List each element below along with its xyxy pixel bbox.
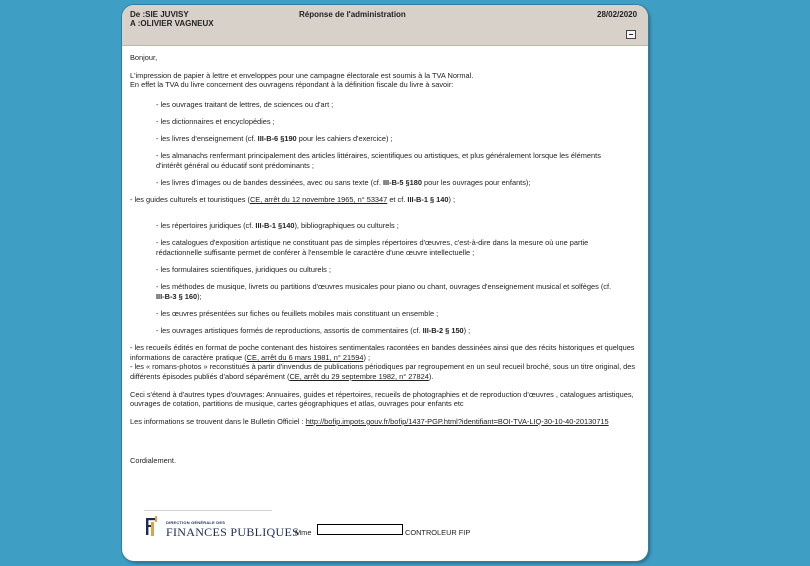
case-law-link[interactable]: CE, arrêt du 12 novembre 1965, n° 53347 [249,195,388,205]
message-header [122,5,648,46]
message-card [122,5,648,561]
signer-civility: Mme [295,528,312,537]
greeting: Bonjour, [130,53,158,62]
info-paragraph: Les informations se trouvent dans le Bulletin Officiel : http://bofip.impots.gouv.fr/bofip/1437-PGP.html?identifiant=BOI-TVA-LIQ-30-10-40-20130715 [130,416,609,426]
intro-line-1: L'impression de papier à lettre et enveloppes pour une campagne électorale est soumis à la TVA Normal. [130,70,474,80]
logo-title: FINANCES PUBLIQUES [166,525,300,539]
recipient: A :OLIVIER VAGNEUX [130,19,214,28]
closing: Cordialement. [130,456,177,466]
list-item: - les livres d'images ou de bandes dessinées, avec ou sans texte (cf. III-B-5 §180 pour les ouvrages pour enfants); [156,178,531,188]
date: 28/02/2020 [597,10,638,19]
additional-items: - les recueils édités en format de poche contenant des histoires sentimentales racontées en bandes dessinées ainsi que des récits historiques et quelques informations de caractère pratique (CE, arrêt du 6 mars 1981, n° 21594) ; - les « romans-photos » reconstitués à partir d'invendus de publications périodiques par regroupement en un seul recueil broché, sous un titre original, des différents épisodes publiés d'abord séparément (CE, arrêt du 29 septembre 1982, n° 27824). [130,343,636,381]
list-item: - les dictionnaires et encyclopédies ; [156,116,275,126]
divider [144,510,272,511]
list-item: - les répertoires juridiques (cf. III-B-1 §140), bibliographiques ou culturels ; [156,220,399,230]
intro [130,71,640,90]
reference: III-B-3 § 160 [156,291,198,301]
reference: III-B-2 § 150 [422,326,464,336]
reference: III-B-5 §180 [382,178,422,188]
reference: III-B-6 §190 [257,134,297,144]
extension-paragraph: Ceci s'étend à d'autres types d'ouvrages: Annuaires, guides et répertoires, recueils de photographies et de reproduction d'œuvres , catalogues artistiques, ouvrages de cotation, partitions de musique, cartes géographiques et atlas, ouvrages pour enfants etc [130,389,634,409]
sender: De :SIE JUVISY [130,10,189,19]
reference: III-B-1 §140 [255,220,295,230]
message-body [130,53,640,473]
list-item: - les almanachs renfermant principalement des articles littéraires, scientifiques ou artistiques, et plus généralement lorsque les éléments d'intérêt général ou éducatif sont prédominants ; [156,151,601,170]
list-item: - les méthodes de musique, livrets ou partitions d'œuvres musicales pour piano ou chant, ouvrages d'enseignement musical et solfèges (cf. III-B-3 § 160); [156,282,612,301]
list-item: - les formulaires scientifiques, juridiques ou culturels ; [156,264,331,274]
collapse-button[interactable]: − [626,30,636,39]
list-item: - les catalogues d'exposition artistique ne constituant pas de simples répertoires d'œuvres, c'est-à-dire dans la mesure où une partie rédactionnelle suffisante permet de conférer à l'ensemble le caractère d'une œuvre intellectuelle ; [156,238,589,257]
redacted-name [317,524,403,535]
list-item: - les œuvres présentées sur fiches ou feuillets mobiles mais constituant un ensemble ; [156,308,439,318]
signature [130,510,640,540]
reference: III-B-1 § 140 [407,195,449,205]
intro-line-2: En effet la TVA du livre concernent des ouvragens répondant à la définition fiscale du livre à savoir: [130,80,454,90]
list-item: - les ouvrages traitant de lettres, de sciences ou d'art ; [156,99,334,109]
case-law-link[interactable]: CE, arrêt du 29 septembre 1982, n° 27824 [289,372,429,381]
case-law-link[interactable]: CE, arrêt du 6 mars 1981, n° 21594 [246,352,364,362]
list-item: - les guides culturels et touristiques (CE, arrêt du 12 novembre 1965, n° 53347 et cf. III-B-1 § 140) ; [130,195,456,205]
logo-subtitle: DIRECTION GÉNÉRALE DES [166,520,226,525]
list-item: - les ouvrages artistiques formés de reproductions, assortis de commentaires (cf. III-B-2 § 150) ; [156,326,471,336]
subject: Réponse de l'administration [299,10,406,19]
bofip-link[interactable]: http://bofip.impots.gouv.fr/bofip/1437-PGP.html?identifiant=BOI-TVA-LIQ-30-10-40-20130715 [305,416,609,426]
signer-title: CONTROLEUR FIP [405,528,471,537]
list-item: - les livres d'enseignement (cf. III-B-6 §190 pour les cahiers d'exercice) ; [156,134,393,144]
dgfip-logo-icon [144,514,164,538]
